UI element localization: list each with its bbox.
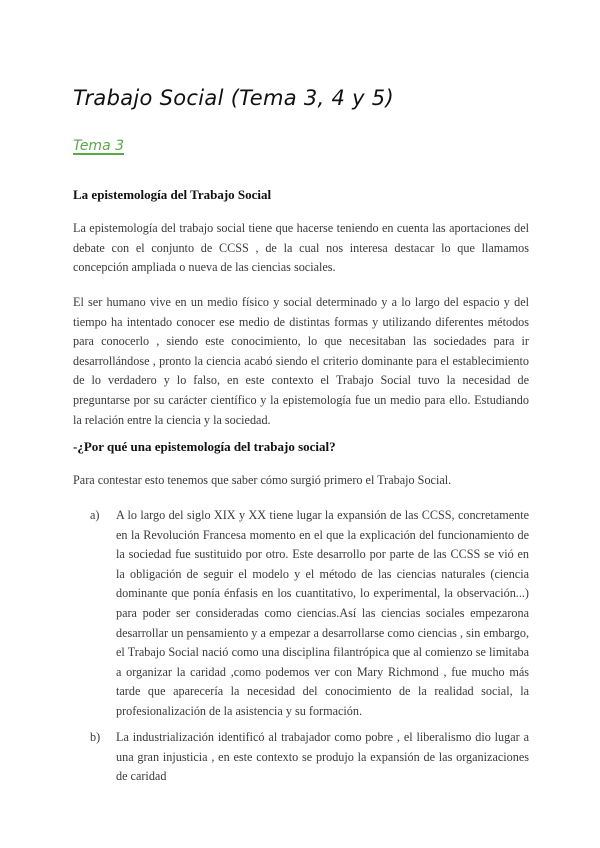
- paragraph-2: El ser humano vive en un medio físico y social determinado y a lo largo del espacio y del tiempo ha intentado conocer ese medio de distintas formas y utilizando diferentes métodos para conocerlo , siendo este conocimiento, lo que necesitaban las sociedades para ir desarrollándose , pronto la ciencia acabó siendo el criterio dominante para el establecimiento de lo verdadero y lo falso, en este contexto el Trabajo Social tuvo la necesidad de preguntarse por su carácter científico y la epistemología fue un medio para ello. Estudiando la relación entre la ciencia y la sociedad.: [73, 295, 529, 427]
- heading-por-que: -¿Por qué una epistemología del trabajo social?: [73, 439, 336, 454]
- list-item-text: A lo largo del siglo XIX y XX tiene lugar la expansión de las CCSS, concretamente en la Revolución Francesa momento en el que la explicación del funcionamiento de la sociedad fue sustituido por otro. Este desarrollo por parte de las CCSS se vió en la obligación de seguir el modelo y el método de las ciencias naturales (ciencia dominante que ponía énfasis en los cuantitativo, lo experimental, la observación...) para poder ser consideradas como ciencias.Así las ciencias sociales empezarona desarrollar un pensamiento y a empezar a desarrollarse como ciencias , sin embargo, el Trabajo Social nació como una disciplina filantrópica que al comienzo se limitaba a organizar la caridad ,como podemos ver con Mary Richmond , fue mucho más tarde que aparecería la necesidad del conocimiento de la realidad social, la profesionalización de la asistencia y su formación.: [116, 508, 529, 718]
- heading-epistemologia: La epistemología del Trabajo Social: [73, 187, 272, 202]
- list-marker: a): [90, 508, 100, 522]
- list-item: [92, 506, 529, 722]
- document-title: Trabajo Social (Tema 3, 4 y 5): [73, 86, 394, 110]
- list-marker: b): [90, 730, 101, 744]
- section-heading: Tema 3: [73, 138, 125, 154]
- list-item-text: La industrialización identificó al trabajador como pobre , el liberalismo dio lugar a una gran injusticia , en este contexto se produjo la expansión de las organizaciones de caridad: [116, 730, 529, 784]
- list-item: [92, 728, 529, 787]
- paragraph-1: La epistemología del trabajo social tiene que hacerse teniendo en cuenta las aportaciones del debate con el conjunto de CCSS , de la cual nos interesa destacar lo que llamamos concepción ampliada o nueva de las ciencias sociales.: [73, 221, 529, 275]
- paragraph-3: Para contestar esto tenemos que saber cómo surgió primero el Trabajo Social.: [73, 473, 452, 487]
